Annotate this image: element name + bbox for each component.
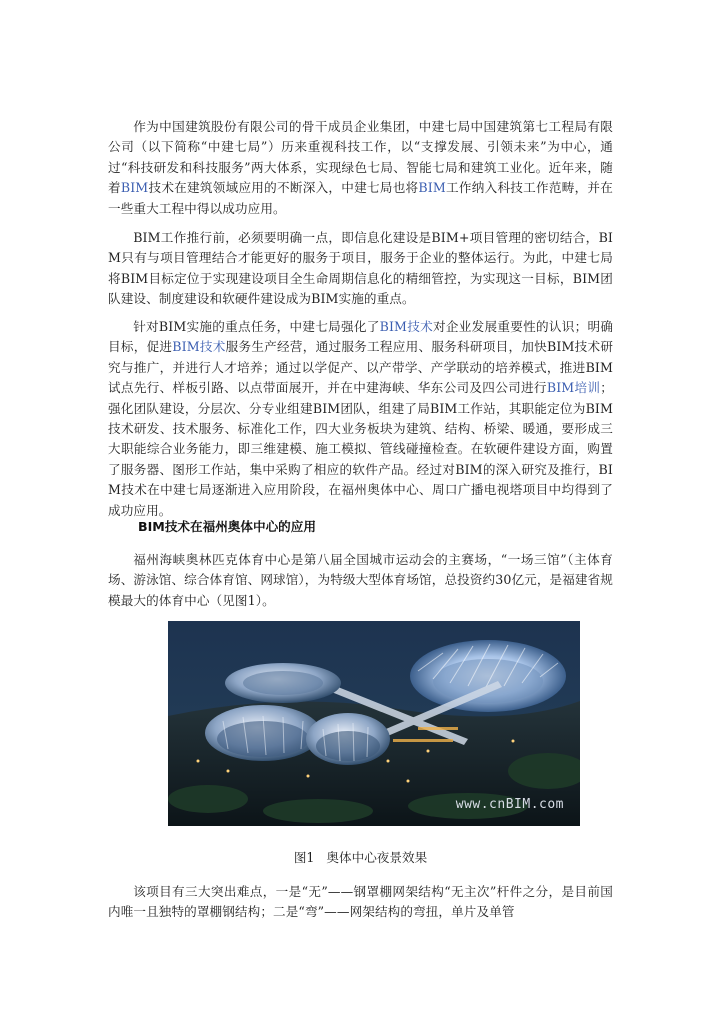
stadium-render-image [168, 621, 580, 826]
inline-link[interactable]: BIM [418, 180, 446, 196]
paragraph-text: 针对BIM实施的重点任务，中建七局强化了 [133, 319, 380, 334]
paragraph-fuzhou-center [108, 550, 613, 611]
paragraph-text: 作为中国建筑股份有限公司的骨干成员企业集团，中建七局中国建筑第七工程局有限公司（以下简称“中建七局”）历来重视科技工作，以“支撑发展、引领未来”为中心，通过“科技研发和科技服务”两大体系，实现绿色七局、智能七局和建筑工业化。近年来，随着 [108, 119, 613, 196]
paragraph-bim-goal [108, 228, 613, 310]
paragraph-text: BIM工作推行前，必须要明确一点，即信息化建设是BIM+项目管理的密切结合，BIM只有与项目管理结合才能更好的服务于项目，服务于企业的整体运行。为此，中建七局将BIM目标定位于实现建设项目全生命周期信息化的精细管控，为实现这一目标，BIM团队建设、制度建设和软硬件建设成为BIM实施的重点。 [108, 230, 613, 307]
paragraph-text: 福州海峡奥林匹克体育中心是第八届全国城市运动会的主赛场，“一场三馆”（主体育场、游泳馆、综合体育馆、网球馆），为特级大型体育场馆，总投资约30亿元，是福建省规模最大的体育中心（见图1）。 [108, 552, 613, 608]
paragraph-text: 该项目有三大突出难点，一是“无”——钢罩棚网架结构“无主次”杆件之分，是目前国内唯一且独特的罩棚钢结构；二是“弯”——网架结构的弯扭，单片及单管 [108, 884, 613, 920]
section-heading: BIM技术在福州奥体中心的应用 [138, 519, 316, 534]
inline-link[interactable]: BIM [120, 180, 149, 196]
paragraph-text: 技术在建筑领域应用的不断深入，中建七局也将 [148, 180, 419, 196]
paragraph-intro [108, 117, 613, 219]
paragraph-bim-tasks [108, 317, 613, 521]
figure-caption [108, 849, 613, 867]
figure-caption-text: 奥体中心夜景效果 [326, 850, 428, 865]
paragraph-text: ；强化团队建设，分层次、分专业组建BIM团队，组建了局BIM工作站，其职能定位为BIM技术研发、技术服务、标准化工作，四大业务板块为建筑、结构、桥梁、暖通，要形成三大职能综合业务能力，即三维建模、施工模拟、管线碰撞检查。在软硬件建设方面，购置了服务器、图形工作站，集中采购了相应的软件产品。经过对BIM的深入研究及推行，BIM技术在中建七局逐渐进入应用阶段，在福州奥体中心、周口广播电视塔项目中均得到了成功应用。 [108, 380, 613, 518]
inline-link[interactable]: BIM技术 [379, 319, 433, 334]
inline-link[interactable]: BIM技术 [172, 339, 226, 355]
figure-watermark: www.cnBIM.com [455, 797, 564, 812]
paragraph-text: 对企业发展重要性的认识；明确目标，促进 [108, 319, 614, 355]
paragraph-text: 服务生产经营，通过服务工程应用、服务科研项目，加快BIM技术研究与推广，并进行人才培养；通过以学促产、以产带学、产学联动的培养模式，推进BIM试点先行、样板引路、以点带面展开，并在中建海峡、华东公司及四公司进行 [108, 339, 614, 396]
paragraph-difficulties [108, 882, 613, 923]
inline-link[interactable]: BIM培训 [546, 380, 601, 396]
figure-stadium-night-render [168, 621, 580, 826]
figure-caption-number: 图1 [293, 850, 315, 865]
paragraph-text: 工作纳入科技工作范畴，并在一些重大工程中得以成功应用。 [108, 180, 613, 216]
